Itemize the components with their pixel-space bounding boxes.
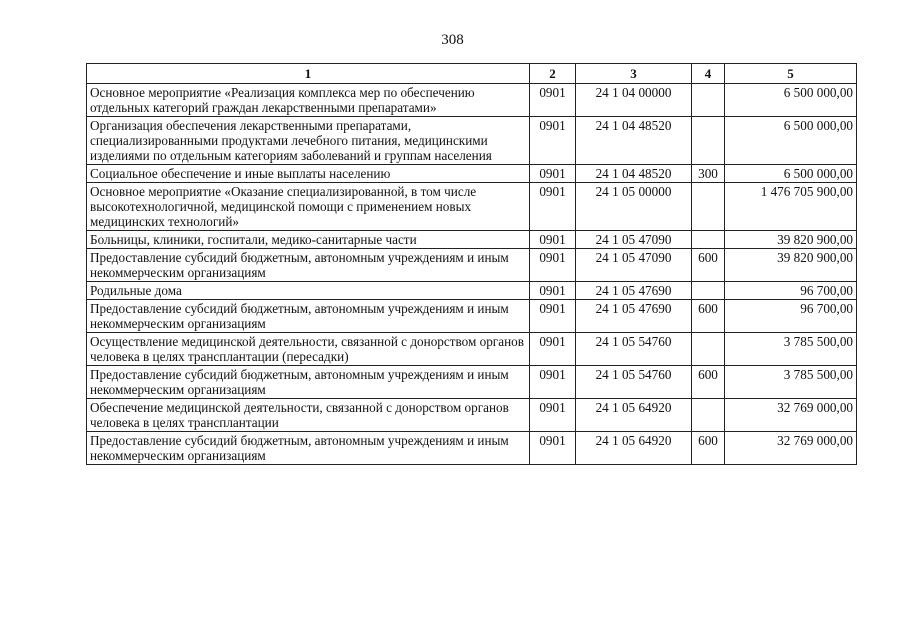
row-amount: 32 769 000,00 xyxy=(725,432,857,465)
table-header-row xyxy=(87,64,857,84)
table-row xyxy=(87,165,857,183)
row-name: Основное мероприятие «Реализация комплекса мер по обеспечению отдельных категорий граждан лекарственными препаратами» xyxy=(87,84,530,117)
row-name: Предоставление субсидий бюджетным, автономным учреждениям и иным некоммерческим организациям xyxy=(87,300,530,333)
row-type xyxy=(692,117,725,165)
row-type: 600 xyxy=(692,300,725,333)
row-amount: 32 769 000,00 xyxy=(725,399,857,432)
table-row xyxy=(87,300,857,333)
page-number: 308 xyxy=(441,32,464,48)
row-amount: 39 820 900,00 xyxy=(725,231,857,249)
row-amount: 6 500 000,00 xyxy=(725,165,857,183)
row-section: 0901 xyxy=(530,432,576,465)
row-name: Предоставление субсидий бюджетным, автономным учреждениям и иным некоммерческим организациям xyxy=(87,366,530,399)
header-cell-section: 2 xyxy=(530,64,576,84)
row-type xyxy=(692,231,725,249)
row-section: 0901 xyxy=(530,333,576,366)
row-name: Предоставление субсидий бюджетным, автономным учреждениям и иным некоммерческим организациям xyxy=(87,432,530,465)
row-target: 24 1 05 64920 xyxy=(576,399,692,432)
row-section: 0901 xyxy=(530,366,576,399)
row-type: 300 xyxy=(692,165,725,183)
budget-table xyxy=(86,63,857,465)
row-amount: 6 500 000,00 xyxy=(725,117,857,165)
table-row xyxy=(87,399,857,432)
row-target: 24 1 05 47690 xyxy=(576,282,692,300)
row-type: 600 xyxy=(692,249,725,282)
row-name: Родильные дома xyxy=(87,282,530,300)
row-name: Предоставление субсидий бюджетным, автономным учреждениям и иным некоммерческим организациям xyxy=(87,249,530,282)
table-row xyxy=(87,249,857,282)
row-target: 24 1 05 47090 xyxy=(576,231,692,249)
row-section: 0901 xyxy=(530,282,576,300)
row-target: 24 1 05 00000 xyxy=(576,183,692,231)
row-target: 24 1 05 64920 xyxy=(576,432,692,465)
row-amount: 96 700,00 xyxy=(725,300,857,333)
table-row xyxy=(87,432,857,465)
row-amount: 96 700,00 xyxy=(725,282,857,300)
row-section: 0901 xyxy=(530,231,576,249)
row-section: 0901 xyxy=(530,300,576,333)
row-amount: 1 476 705 900,00 xyxy=(725,183,857,231)
row-target: 24 1 04 48520 xyxy=(576,117,692,165)
row-section: 0901 xyxy=(530,117,576,165)
row-name: Организация обеспечения лекарственными препаратами, специализированными продуктами лечебного питания, медицинскими изделиями по отдельным категориям заболеваний и группам населения xyxy=(87,117,530,165)
row-target: 24 1 05 47090 xyxy=(576,249,692,282)
row-type xyxy=(692,84,725,117)
row-section: 0901 xyxy=(530,249,576,282)
table-row xyxy=(87,84,857,117)
row-target: 24 1 04 48520 xyxy=(576,165,692,183)
table-row xyxy=(87,282,857,300)
table-row xyxy=(87,366,857,399)
header-cell-amount: 5 xyxy=(725,64,857,84)
row-section: 0901 xyxy=(530,84,576,117)
row-target: 24 1 05 54760 xyxy=(576,333,692,366)
row-type xyxy=(692,333,725,366)
row-type xyxy=(692,183,725,231)
row-name: Основное мероприятие «Оказание специализированной, в том числе высокотехнологичной, медицинской помощи с применением новых медицинских технологий» xyxy=(87,183,530,231)
row-type xyxy=(692,282,725,300)
row-amount: 3 785 500,00 xyxy=(725,333,857,366)
row-name: Обеспечение медицинской деятельности, связанной с донорством органов человека в целях трансплантации xyxy=(87,399,530,432)
row-section: 0901 xyxy=(530,183,576,231)
table-row xyxy=(87,117,857,165)
table-row xyxy=(87,333,857,366)
table-row xyxy=(87,183,857,231)
row-target: 24 1 05 47690 xyxy=(576,300,692,333)
header-cell-name: 1 xyxy=(87,64,530,84)
header-cell-target: 3 xyxy=(576,64,692,84)
row-type: 600 xyxy=(692,366,725,399)
table-row xyxy=(87,231,857,249)
row-section: 0901 xyxy=(530,165,576,183)
row-name: Социальное обеспечение и иные выплаты населению xyxy=(87,165,530,183)
header-cell-type: 4 xyxy=(692,64,725,84)
row-type xyxy=(692,399,725,432)
row-section: 0901 xyxy=(530,399,576,432)
row-amount: 6 500 000,00 xyxy=(725,84,857,117)
row-name: Больницы, клиники, госпитали, медико-санитарные части xyxy=(87,231,530,249)
row-target: 24 1 05 54760 xyxy=(576,366,692,399)
row-amount: 3 785 500,00 xyxy=(725,366,857,399)
row-target: 24 1 04 00000 xyxy=(576,84,692,117)
row-amount: 39 820 900,00 xyxy=(725,249,857,282)
row-type: 600 xyxy=(692,432,725,465)
row-name: Осуществление медицинской деятельности, связанной с донорством органов человека в целях трансплантации (пересадки) xyxy=(87,333,530,366)
